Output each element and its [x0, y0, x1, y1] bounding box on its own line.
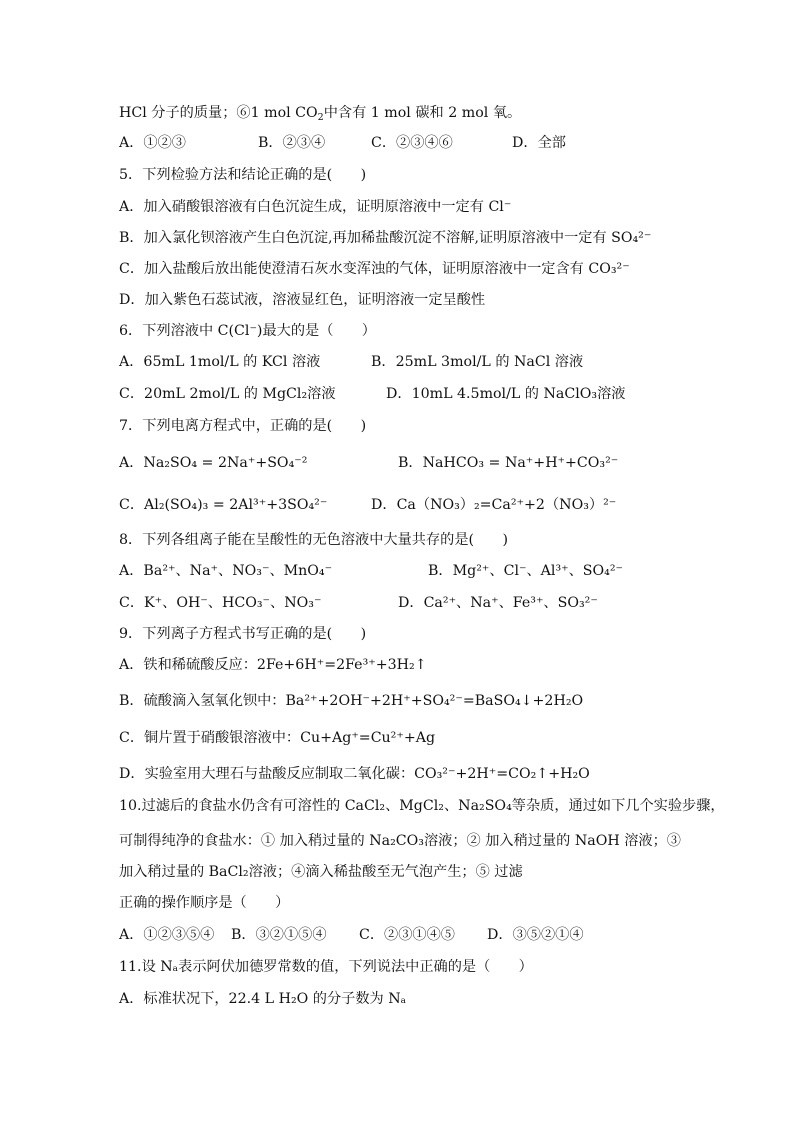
q10-option-c: C．②③①④⑤: [359, 927, 455, 943]
top-text-a: HCl 分子的质量；⑥1 mol CO: [119, 105, 318, 121]
q6-option-d: D．10mL 4.5mol/L 的 NaClO₃溶液: [386, 386, 626, 402]
q9-option-c: C．铜片置于硝酸银溶液中：Cu+Ag⁺=Cu²⁺+Ag: [119, 730, 436, 746]
top-line: [119, 104, 521, 122]
top-option-a: A．①②③: [119, 135, 186, 151]
top-option-d: D．全部: [512, 135, 566, 151]
top-sub: 2: [317, 112, 324, 123]
q9-option-d: D．实验室用大理石与盐酸反应制取二氧化碳：CO₃²⁻+2H⁺=CO₂↑+H₂O: [119, 766, 590, 782]
q8-option-c: C．K⁺、OH⁻、HCO₃⁻、NO₃⁻: [119, 595, 322, 611]
q5-stem: 5．下列检验方法和结论正确的是( ): [119, 167, 367, 183]
q9-option-b: B．硫酸滴入氢氧化钡中：Ba²⁺+2OH⁻+2H⁺+SO₄²⁻=BaSO₄↓+2H₂O: [119, 693, 584, 709]
top-text-c: 中含有 1 mol 碳和 2 mol 氧。: [323, 105, 522, 121]
q9-option-a: A．铁和稀硫酸反应：2Fe+6H⁺=2Fe³⁺+3H₂↑: [119, 657, 427, 673]
q10-line-1: 10.过滤后的食盐水仍含有可溶性的 CaCl₂、MgCl₂、Na₂SO₄等杂质，通过如下几个实验步骤，: [119, 798, 725, 814]
q5-option-a: A．加入硝酸银溶液有白色沉淀生成，证明原溶液中一定有 Cl⁻: [119, 199, 512, 215]
q11-stem: 11.设 Nₐ表示阿伏加德罗常数的值，下列说法中正确的是（ ）: [119, 959, 533, 975]
q9-stem: 9．下列离子方程式书写正确的是( ): [119, 626, 367, 642]
q7-option-d: D．Ca（NO₃）₂=Ca²⁺+2（NO₃）²⁻: [371, 497, 617, 513]
q10-option-a: A．①②③⑤④: [119, 927, 215, 943]
q7-stem: 7．下列电离方程式中，正确的是( ): [119, 418, 367, 434]
q8-option-d: D．Ca²⁺、Na⁺、Fe³⁺、SO₃²⁻: [398, 595, 598, 611]
q10-line-2: 可制得纯净的食盐水：① 加入稍过量的 Na₂CO₃溶液；② 加入稍过量的 NaOH 溶液；③: [119, 833, 681, 849]
top-option-b: B．②③④: [258, 135, 326, 151]
q10-line-3: 加入稍过量的 BaCl₂溶液；④滴入稀盐酸至无气泡产生；⑤ 过滤: [119, 864, 523, 880]
q7-option-c: C．Al₂(SO₄)₃ = 2Al³⁺+3SO₄²⁻: [119, 497, 328, 513]
q6-option-a: A．65mL 1mol/L 的 KCl 溶液: [119, 354, 321, 370]
q8-stem: 8．下列各组离子能在呈酸性的无色溶液中大量共存的是( ): [119, 532, 508, 548]
q5-option-b: B．加入氯化钡溶液产生白色沉淀,再加稀盐酸沉淀不溶解,证明原溶液中一定有 SO₄²⁻: [119, 230, 652, 246]
q7-option-b: B．NaHCO₃ = Na⁺+H⁺+CO₃²⁻: [398, 455, 619, 471]
q5-option-c: C．加入盐酸后放出能使澄清石灰水变浑浊的气体，证明原溶液中一定含有 CO₃²⁻: [119, 261, 630, 277]
q10-option-b: B．③②①⑤④: [231, 927, 327, 943]
q7-option-a: A．Na₂SO₄ = 2Na⁺+SO₄⁻²: [119, 455, 308, 471]
q6-stem: 6．下列溶液中 C(Cl⁻)最大的是（ ）: [119, 323, 376, 339]
q8-option-b: B．Mg²⁺、Cl⁻、Al³⁺、SO₄²⁻: [428, 563, 624, 579]
top-option-c: C．②③④⑥: [371, 135, 453, 151]
q8-option-a: A．Ba²⁺、Na⁺、NO₃⁻、MnO₄⁻: [119, 563, 333, 579]
q10-line-4: 正确的操作顺序是（ ）: [119, 895, 290, 911]
q6-option-c: C．20mL 2mol/L 的 MgCl₂溶液: [119, 386, 336, 402]
q5-option-d: D．加入紫色石蕊试液，溶液显红色，证明溶液一定呈酸性: [119, 292, 486, 308]
q10-option-d: D．③⑤②①④: [487, 927, 584, 943]
q11-option-a: A．标准状况下，22.4 L H₂O 的分子数为 Nₐ: [119, 991, 407, 1007]
q6-option-b: B．25mL 3mol/L 的 NaCl 溶液: [371, 354, 584, 370]
